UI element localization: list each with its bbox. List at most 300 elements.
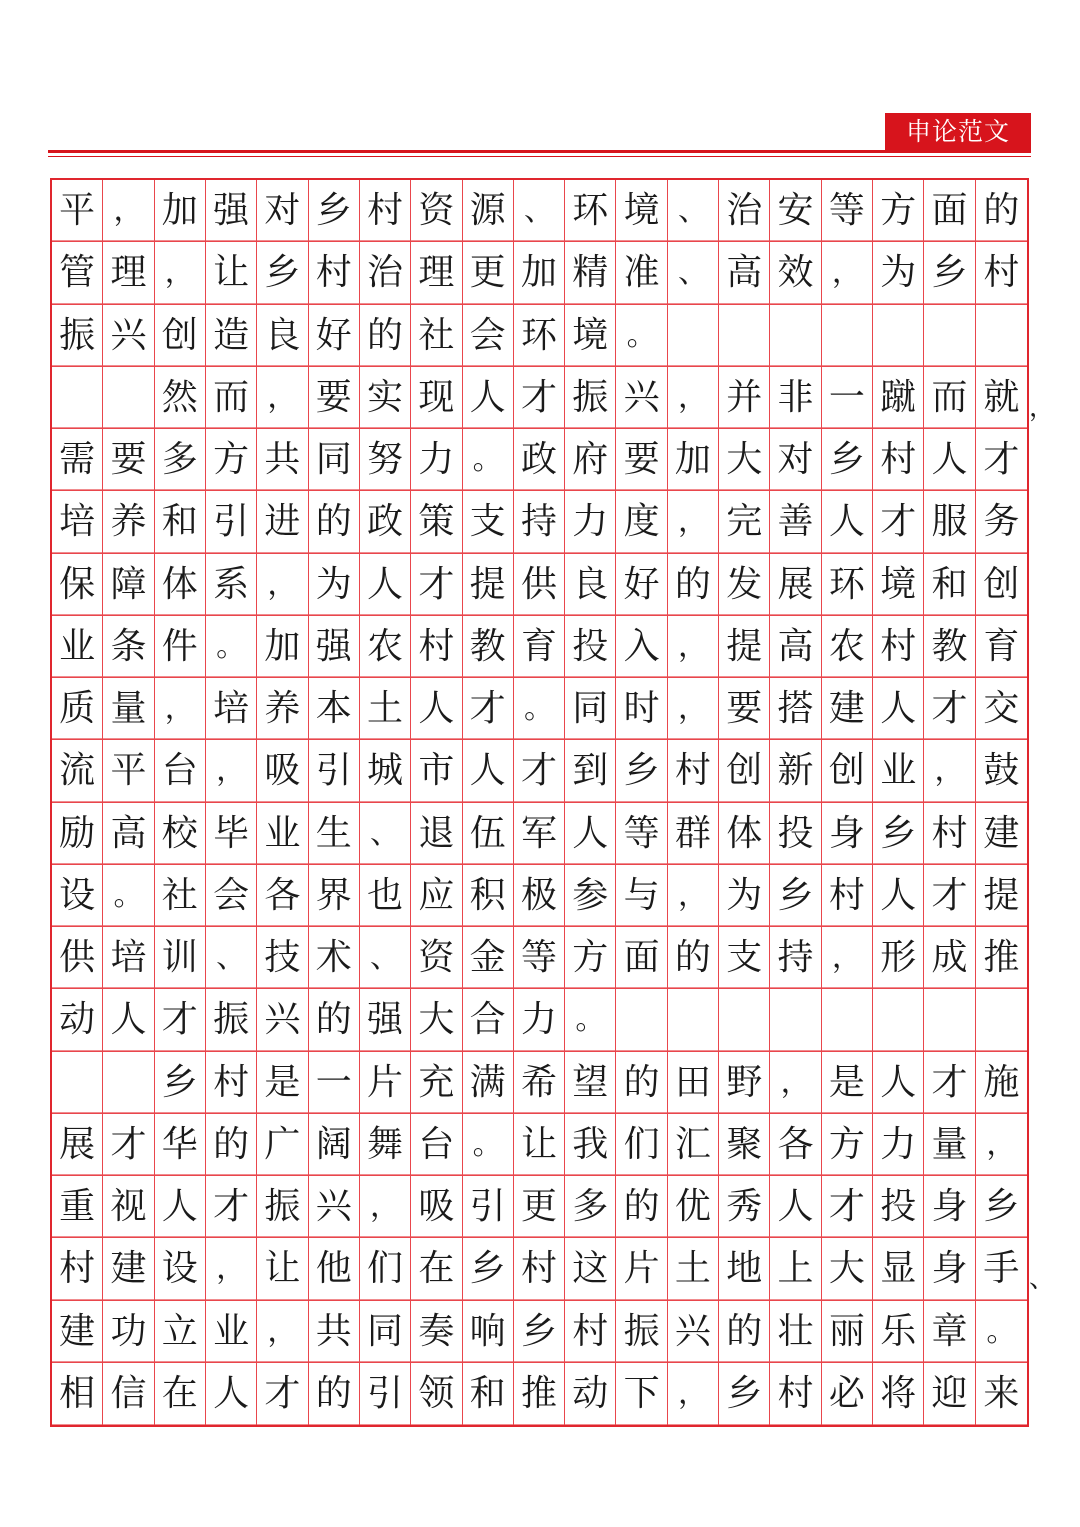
grid-cell: 鼓 <box>976 740 1027 802</box>
grid-cell: 体 <box>719 803 770 865</box>
grid-cell: 的 <box>309 1363 360 1425</box>
grid-cell <box>924 989 975 1051</box>
grid-cell: 形 <box>873 927 924 989</box>
grid-cell: 极 <box>514 865 565 927</box>
grid-cell: 群 <box>668 803 719 865</box>
grid-cell: ， <box>822 927 873 989</box>
grid-cell: 进 <box>257 491 308 553</box>
grid-cell: 大 <box>411 989 462 1051</box>
grid-cell: 环 <box>514 305 565 367</box>
grid-cell: 必 <box>822 1363 873 1425</box>
grid-cell: 为 <box>719 865 770 927</box>
grid-cell: 的 <box>616 1052 667 1114</box>
grid-cell: 乡 <box>976 1176 1027 1238</box>
grid-cell: 人 <box>924 429 975 491</box>
grid-row <box>52 1114 1027 1176</box>
grid-cell: 的 <box>668 927 719 989</box>
grid-cell: ， <box>155 242 206 304</box>
grid-cell: 、 <box>668 180 719 242</box>
grid-row <box>52 865 1027 927</box>
grid-cell: 实 <box>360 367 411 429</box>
grid-cell: 培 <box>103 927 154 989</box>
grid-cell: 业 <box>52 616 103 678</box>
grid-cell: 本 <box>309 678 360 740</box>
grid-cell: 兴 <box>103 305 154 367</box>
grid-cell: 等 <box>616 803 667 865</box>
grid-cell: 人 <box>360 554 411 616</box>
grid-cell: 人 <box>873 1052 924 1114</box>
grid-cell: 、 <box>360 927 411 989</box>
grid-row <box>52 180 1027 242</box>
grid-cell: 现 <box>411 367 462 429</box>
grid-cell: 振 <box>52 305 103 367</box>
grid-cell: 和 <box>463 1363 514 1425</box>
grid-cell: 广 <box>257 1114 308 1176</box>
grid-cell: 策 <box>411 491 462 553</box>
grid-cell: 好 <box>309 305 360 367</box>
grid-cell: 引 <box>206 491 257 553</box>
grid-cell: 兴 <box>309 1176 360 1238</box>
grid-cell: 人 <box>463 740 514 802</box>
margin-punctuation-mark: 、 <box>1029 1264 1056 1295</box>
grid-row <box>52 927 1027 989</box>
grid-row <box>52 1363 1027 1425</box>
grid-cell: 乡 <box>616 740 667 802</box>
grid-cell: 方 <box>873 180 924 242</box>
grid-cell: 就 <box>976 367 1027 429</box>
grid-cell: 。 <box>463 429 514 491</box>
grid-cell: 乡 <box>155 1052 206 1114</box>
grid-cell: 一 <box>822 367 873 429</box>
header-rule-thin <box>48 156 1031 157</box>
grid-cell: 乡 <box>924 242 975 304</box>
grid-cell: 业 <box>257 803 308 865</box>
grid-row <box>52 1052 1027 1114</box>
grid-cell: 人 <box>155 1176 206 1238</box>
grid-cell: 投 <box>873 1176 924 1238</box>
grid-cell: 的 <box>360 305 411 367</box>
grid-cell: 和 <box>155 491 206 553</box>
grid-cell: 障 <box>103 554 154 616</box>
grid-cell <box>822 989 873 1051</box>
grid-cell: 流 <box>52 740 103 802</box>
grid-cell: 务 <box>976 491 1027 553</box>
grid-cell: 设 <box>155 1238 206 1300</box>
grid-cell: 迎 <box>924 1363 975 1425</box>
grid-cell <box>103 367 154 429</box>
grid-cell: 合 <box>463 989 514 1051</box>
grid-cell: 相 <box>52 1363 103 1425</box>
grid-cell: 壮 <box>770 1301 821 1363</box>
grid-cell: 方 <box>822 1114 873 1176</box>
grid-cell: 推 <box>514 1363 565 1425</box>
grid-cell: ， <box>668 1363 719 1425</box>
grid-row <box>52 554 1027 616</box>
grid-cell: 各 <box>257 865 308 927</box>
grid-cell: 高 <box>770 616 821 678</box>
grid-cell: 秀 <box>719 1176 770 1238</box>
grid-row <box>52 1238 1027 1300</box>
grid-cell: 乡 <box>257 242 308 304</box>
grid-cell: 阔 <box>309 1114 360 1176</box>
grid-cell: 培 <box>52 491 103 553</box>
grid-cell: 术 <box>309 927 360 989</box>
grid-cell: 乡 <box>873 803 924 865</box>
grid-cell <box>924 305 975 367</box>
grid-cell: ， <box>822 242 873 304</box>
grid-cell: 一 <box>309 1052 360 1114</box>
grid-cell: 力 <box>514 989 565 1051</box>
grid-cell: 来 <box>976 1363 1027 1425</box>
grid-cell: 的 <box>309 989 360 1051</box>
grid-cell: 应 <box>411 865 462 927</box>
grid-row <box>52 305 1027 367</box>
grid-cell: 境 <box>873 554 924 616</box>
grid-cell: ， <box>668 865 719 927</box>
grid-cell: 振 <box>257 1176 308 1238</box>
grid-cell: 村 <box>668 740 719 802</box>
grid-cell: 等 <box>514 927 565 989</box>
grid-cell: 保 <box>52 554 103 616</box>
grid-cell: 优 <box>668 1176 719 1238</box>
grid-cell: 汇 <box>668 1114 719 1176</box>
grid-cell <box>873 305 924 367</box>
grid-cell <box>719 989 770 1051</box>
grid-cell: 重 <box>52 1176 103 1238</box>
grid-cell: 要 <box>103 429 154 491</box>
grid-cell: 吸 <box>411 1176 462 1238</box>
grid-cell: 建 <box>52 1301 103 1363</box>
grid-cell: 加 <box>514 242 565 304</box>
grid-cell: 的 <box>309 491 360 553</box>
grid-cell: 人 <box>565 803 616 865</box>
grid-cell: 要 <box>616 429 667 491</box>
grid-cell: 境 <box>616 180 667 242</box>
grid-cell: 振 <box>565 367 616 429</box>
grid-cell: 让 <box>206 242 257 304</box>
grid-cell: 将 <box>873 1363 924 1425</box>
grid-cell: 身 <box>822 803 873 865</box>
grid-cell: 在 <box>411 1238 462 1300</box>
grid-cell: 养 <box>257 678 308 740</box>
grid-cell: 技 <box>257 927 308 989</box>
grid-cell: 人 <box>463 367 514 429</box>
grid-cell: 社 <box>411 305 462 367</box>
grid-cell: 要 <box>309 367 360 429</box>
grid-cell: 到 <box>565 740 616 802</box>
grid-cell: 会 <box>206 865 257 927</box>
grid-cell: 量 <box>924 1114 975 1176</box>
grid-cell: 府 <box>565 429 616 491</box>
grid-row <box>52 429 1027 491</box>
grid-cell: 质 <box>52 678 103 740</box>
grid-cell: 也 <box>360 865 411 927</box>
grid-cell: 村 <box>52 1238 103 1300</box>
grid-cell: 身 <box>924 1238 975 1300</box>
grid-cell: 同 <box>565 678 616 740</box>
grid-cell: 环 <box>565 180 616 242</box>
grid-cell: ， <box>257 1301 308 1363</box>
margin-punctuation-mark: ， <box>1029 392 1056 423</box>
grid-cell: 的 <box>668 554 719 616</box>
grid-cell: 励 <box>52 803 103 865</box>
grid-cell: 设 <box>52 865 103 927</box>
grid-cell: 动 <box>565 1363 616 1425</box>
grid-cell: 然 <box>155 367 206 429</box>
grid-row <box>52 367 1027 429</box>
grid-row <box>52 740 1027 802</box>
grid-cell: 村 <box>770 1363 821 1425</box>
grid-cell: 人 <box>770 1176 821 1238</box>
grid-cell: 村 <box>514 1238 565 1300</box>
grid-cell: 持 <box>514 491 565 553</box>
grid-cell: 们 <box>360 1238 411 1300</box>
grid-row <box>52 491 1027 553</box>
grid-cell: 高 <box>719 242 770 304</box>
grid-cell: 发 <box>719 554 770 616</box>
grid-cell: 校 <box>155 803 206 865</box>
grid-cell <box>52 367 103 429</box>
grid-cell: 非 <box>770 367 821 429</box>
grid-cell: ， <box>257 554 308 616</box>
grid-cell: 是 <box>257 1052 308 1114</box>
grid-cell: 资 <box>411 927 462 989</box>
grid-cell: 丽 <box>822 1301 873 1363</box>
grid-cell: 村 <box>206 1052 257 1114</box>
grid-cell: 让 <box>514 1114 565 1176</box>
grid-cell: 对 <box>257 180 308 242</box>
grid-cell: 等 <box>822 180 873 242</box>
grid-cell: 社 <box>155 865 206 927</box>
grid-cell <box>976 989 1027 1051</box>
grid-cell: 毕 <box>206 803 257 865</box>
grid-cell <box>616 989 667 1051</box>
grid-cell: 村 <box>976 242 1027 304</box>
grid-cell: 完 <box>719 491 770 553</box>
grid-cell: 对 <box>770 429 821 491</box>
grid-cell: 、 <box>206 927 257 989</box>
grid-cell: 、 <box>360 803 411 865</box>
grid-cell: 的 <box>976 180 1027 242</box>
grid-cell: 而 <box>924 367 975 429</box>
grid-cell: 系 <box>206 554 257 616</box>
grid-cell: 兴 <box>257 989 308 1051</box>
grid-cell: 努 <box>360 429 411 491</box>
grid-cell: 方 <box>206 429 257 491</box>
grid-cell: 培 <box>206 678 257 740</box>
grid-cell: 平 <box>52 180 103 242</box>
grid-cell: 高 <box>103 803 154 865</box>
grid-cell: 好 <box>616 554 667 616</box>
grid-cell: 平 <box>103 740 154 802</box>
grid-cell: 野 <box>719 1052 770 1114</box>
grid-cell: 振 <box>616 1301 667 1363</box>
grid-cell: 面 <box>924 180 975 242</box>
grid-cell: 同 <box>360 1301 411 1363</box>
grid-cell: 力 <box>411 429 462 491</box>
grid-cell <box>668 305 719 367</box>
grid-cell: 育 <box>976 616 1027 678</box>
grid-cell: 业 <box>873 740 924 802</box>
grid-cell: 的 <box>206 1114 257 1176</box>
grid-cell: 军 <box>514 803 565 865</box>
grid-cell: 条 <box>103 616 154 678</box>
grid-cell: 供 <box>514 554 565 616</box>
grid-cell: 强 <box>360 989 411 1051</box>
grid-cell: 提 <box>463 554 514 616</box>
grid-cell: 良 <box>257 305 308 367</box>
grid-cell: 大 <box>822 1238 873 1300</box>
grid-cell: 加 <box>668 429 719 491</box>
grid-cell: 是 <box>822 1052 873 1114</box>
grid-cell: 上 <box>770 1238 821 1300</box>
grid-cell: 入 <box>616 616 667 678</box>
grid-cell <box>668 989 719 1051</box>
grid-cell: 和 <box>924 554 975 616</box>
grid-cell: 村 <box>822 865 873 927</box>
grid-cell: 教 <box>463 616 514 678</box>
grid-cell: 才 <box>873 491 924 553</box>
grid-row <box>52 1301 1027 1363</box>
grid-cell: 更 <box>514 1176 565 1238</box>
grid-cell: 力 <box>873 1114 924 1176</box>
grid-cell: 。 <box>206 616 257 678</box>
grid-cell: 建 <box>976 803 1027 865</box>
grid-cell: 让 <box>257 1238 308 1300</box>
grid-cell: 大 <box>719 429 770 491</box>
grid-cell: 才 <box>103 1114 154 1176</box>
grid-cell: 台 <box>411 1114 462 1176</box>
grid-cell: 他 <box>309 1238 360 1300</box>
grid-cell: 希 <box>514 1052 565 1114</box>
grid-cell: 新 <box>770 740 821 802</box>
grid-cell <box>770 989 821 1051</box>
grid-cell: 理 <box>103 242 154 304</box>
grid-cell: 度 <box>616 491 667 553</box>
grid-cell: 建 <box>822 678 873 740</box>
grid-cell: 教 <box>924 616 975 678</box>
grid-cell: 提 <box>719 616 770 678</box>
grid-cell: 强 <box>206 180 257 242</box>
grid-cell: 才 <box>463 678 514 740</box>
grid-cell: 创 <box>976 554 1027 616</box>
grid-cell: 才 <box>514 740 565 802</box>
grid-cell: 乡 <box>309 180 360 242</box>
grid-cell: 村 <box>411 616 462 678</box>
grid-cell: 更 <box>463 242 514 304</box>
grid-cell: 兴 <box>668 1301 719 1363</box>
grid-cell: 望 <box>565 1052 616 1114</box>
section-badge: 申论范文 <box>885 113 1031 150</box>
grid-cell: 。 <box>103 865 154 927</box>
grid-cell <box>770 305 821 367</box>
grid-cell: 引 <box>309 740 360 802</box>
grid-cell: 养 <box>103 491 154 553</box>
grid-cell: 育 <box>514 616 565 678</box>
grid-cell: ， <box>668 678 719 740</box>
grid-cell: 准 <box>616 242 667 304</box>
grid-cell: 片 <box>616 1238 667 1300</box>
grid-cell: 投 <box>770 803 821 865</box>
grid-cell: ， <box>103 180 154 242</box>
grid-cell: 件 <box>155 616 206 678</box>
grid-row <box>52 616 1027 678</box>
grid-row <box>52 678 1027 740</box>
grid-cell: 创 <box>822 740 873 802</box>
grid-cell: 城 <box>360 740 411 802</box>
grid-cell: 动 <box>52 989 103 1051</box>
grid-cell: 田 <box>668 1052 719 1114</box>
grid-cell: 才 <box>976 429 1027 491</box>
grid-cell: 。 <box>463 1114 514 1176</box>
grid-cell: 响 <box>463 1301 514 1363</box>
grid-cell: ， <box>770 1052 821 1114</box>
grid-cell: 业 <box>206 1301 257 1363</box>
grid-cell: 满 <box>463 1052 514 1114</box>
grid-cell: 源 <box>463 180 514 242</box>
grid-cell: 效 <box>770 242 821 304</box>
grid-cell: 才 <box>924 1052 975 1114</box>
grid-cell: 乡 <box>822 429 873 491</box>
grid-cell: 这 <box>565 1238 616 1300</box>
grid-cell: 支 <box>719 927 770 989</box>
grid-cell: 功 <box>103 1301 154 1363</box>
grid-cell: 退 <box>411 803 462 865</box>
grid-cell: 、 <box>514 180 565 242</box>
grid-cell: 多 <box>155 429 206 491</box>
grid-cell: 环 <box>822 554 873 616</box>
grid-cell <box>976 305 1027 367</box>
grid-cell: 建 <box>103 1238 154 1300</box>
grid-cell: 服 <box>924 491 975 553</box>
grid-cell: 政 <box>360 491 411 553</box>
grid-cell: 加 <box>257 616 308 678</box>
grid-cell: ， <box>668 616 719 678</box>
grid-cell: 奏 <box>411 1301 462 1363</box>
grid-cell: 而 <box>206 367 257 429</box>
grid-cell <box>103 1052 154 1114</box>
grid-cell: 乐 <box>873 1301 924 1363</box>
grid-cell: 我 <box>565 1114 616 1176</box>
grid-cell: 管 <box>52 242 103 304</box>
grid-cell: 创 <box>719 740 770 802</box>
grid-cell: 搭 <box>770 678 821 740</box>
grid-cell: 与 <box>616 865 667 927</box>
grid-cell: ， <box>668 491 719 553</box>
grid-cell: ， <box>360 1176 411 1238</box>
grid-cell: 村 <box>873 616 924 678</box>
grid-cell: 才 <box>822 1176 873 1238</box>
grid-cell: 们 <box>616 1114 667 1176</box>
grid-cell: 体 <box>155 554 206 616</box>
grid-cell: 人 <box>103 989 154 1051</box>
grid-cell: 身 <box>924 1176 975 1238</box>
grid-cell: 为 <box>309 554 360 616</box>
grid-cell: 境 <box>565 305 616 367</box>
grid-cell: 治 <box>360 242 411 304</box>
grid-cell: 显 <box>873 1238 924 1300</box>
grid-cell: 人 <box>206 1363 257 1425</box>
grid-cell: 资 <box>411 180 462 242</box>
header-rule-thick <box>48 150 1031 153</box>
grid-cell: 强 <box>309 616 360 678</box>
grid-cell: ， <box>668 367 719 429</box>
grid-cell: 乡 <box>719 1363 770 1425</box>
grid-cell: 才 <box>411 554 462 616</box>
grid-cell: ， <box>155 678 206 740</box>
grid-cell: 共 <box>257 429 308 491</box>
grid-cell: 充 <box>411 1052 462 1114</box>
